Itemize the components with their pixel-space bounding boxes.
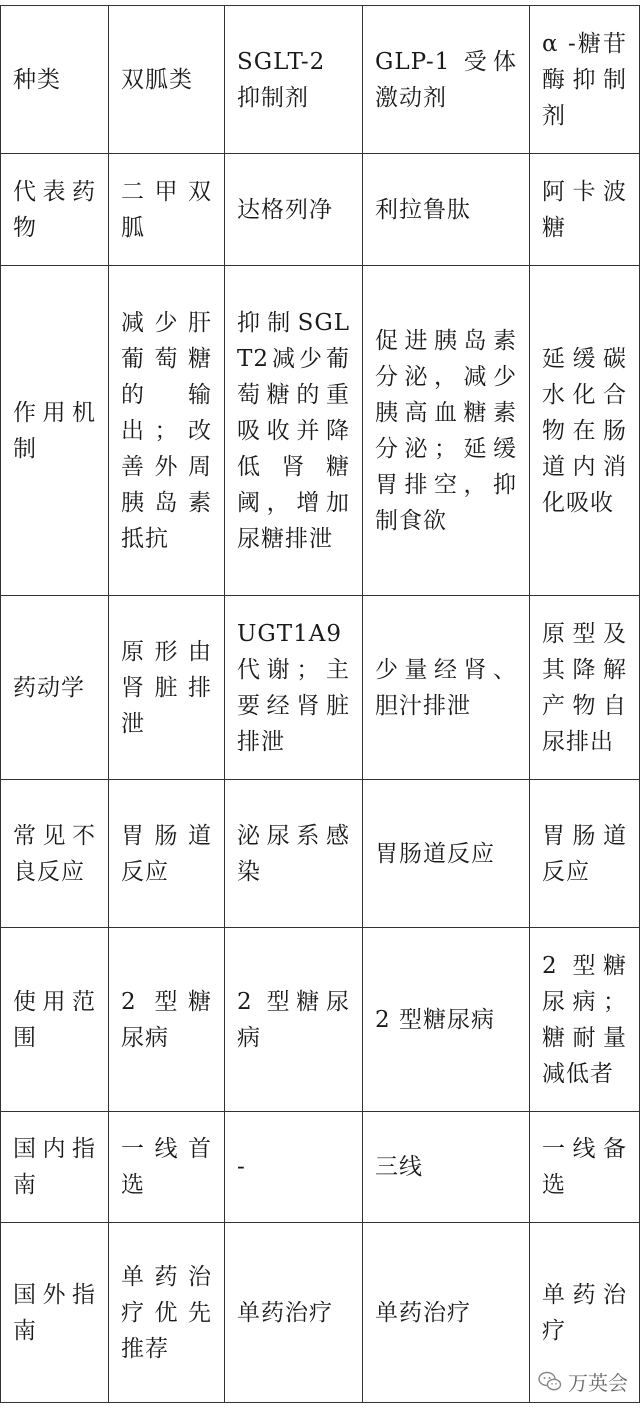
table-cell: 原形由肾脏排泄 xyxy=(109,596,225,780)
table-row xyxy=(1,928,640,1112)
table-cell: 利拉鲁肽 xyxy=(363,154,530,266)
table-cell: 阿卡波糖 xyxy=(530,154,640,266)
table-cell: 胃肠道反应 xyxy=(363,780,530,928)
table-row xyxy=(1,154,640,266)
drug-comparison-table xyxy=(0,5,640,1403)
row-label: 使用范围 xyxy=(1,928,109,1112)
table-cell: 单药治疗优先推荐 xyxy=(109,1223,225,1403)
table-cell: UGT1A9代谢；主要经肾脏排泄 xyxy=(225,596,363,780)
table-cell: 达格列净 xyxy=(225,154,363,266)
row-label: 国内指南 xyxy=(1,1112,109,1223)
table-row xyxy=(1,1112,640,1223)
wechat-icon xyxy=(538,1371,562,1393)
table-cell: 促进胰岛素分泌，减少胰高血糖素分泌；延缓胃排空，抑制食欲 xyxy=(363,266,530,596)
table-cell: 抑制SGLT2减少葡萄糖的重吸收并降低肾糖阈，增加尿糖排泄 xyxy=(225,266,363,596)
table-cell: 三线 xyxy=(363,1112,530,1223)
table-cell: 2 型糖尿病；糖耐量减低者 xyxy=(530,928,640,1112)
table-cell: 少量经肾、胆汁排泄 xyxy=(363,596,530,780)
table-cell: 2 型糖尿病 xyxy=(225,928,363,1112)
table-cell: 一线备选 xyxy=(530,1112,640,1223)
header-row xyxy=(1,6,640,154)
table-cell: 一线首选 xyxy=(109,1112,225,1223)
header-category: 种类 xyxy=(1,6,109,154)
table-cell: 胃肠道反应 xyxy=(109,780,225,928)
table-cell: 延缓碳水化合物在肠道内消化吸收 xyxy=(530,266,640,596)
table-cell: 2 型糖尿病 xyxy=(109,928,225,1112)
table-cell: 二甲双胍 xyxy=(109,154,225,266)
table-cell: 原型及其降解产物自尿排出 xyxy=(530,596,640,780)
row-label: 药动学 xyxy=(1,596,109,780)
row-label: 常见不良反应 xyxy=(1,780,109,928)
row-label: 代表药物 xyxy=(1,154,109,266)
table-row xyxy=(1,266,640,596)
table-cell: 单药治疗 xyxy=(530,1223,640,1403)
table-cell: 单药治疗 xyxy=(363,1223,530,1403)
table-row xyxy=(1,780,640,928)
table-cell: 单药治疗 xyxy=(225,1223,363,1403)
row-label: 国外指南 xyxy=(1,1223,109,1403)
header-biguanide: 双胍类 xyxy=(109,6,225,154)
header-glp1: GLP-1 受体激动剂 xyxy=(363,6,530,154)
table-cell: - xyxy=(225,1112,363,1223)
table-cell: 泌尿系感染 xyxy=(225,780,363,928)
header-sglt2: SGLT-2 抑制剂 xyxy=(225,6,363,154)
table-cell: 减少肝葡萄糖的输出；改善外周胰岛素抵抗 xyxy=(109,266,225,596)
watermark xyxy=(538,1367,628,1396)
header-aglucosidase: α -糖苷酶抑制剂 xyxy=(530,6,640,154)
watermark-text: 万英会 xyxy=(568,1371,628,1395)
table-cell: 胃肠道反应 xyxy=(530,780,640,928)
row-label: 作用机制 xyxy=(1,266,109,596)
table-row xyxy=(1,596,640,780)
table-cell: 2 型糖尿病 xyxy=(363,928,530,1112)
